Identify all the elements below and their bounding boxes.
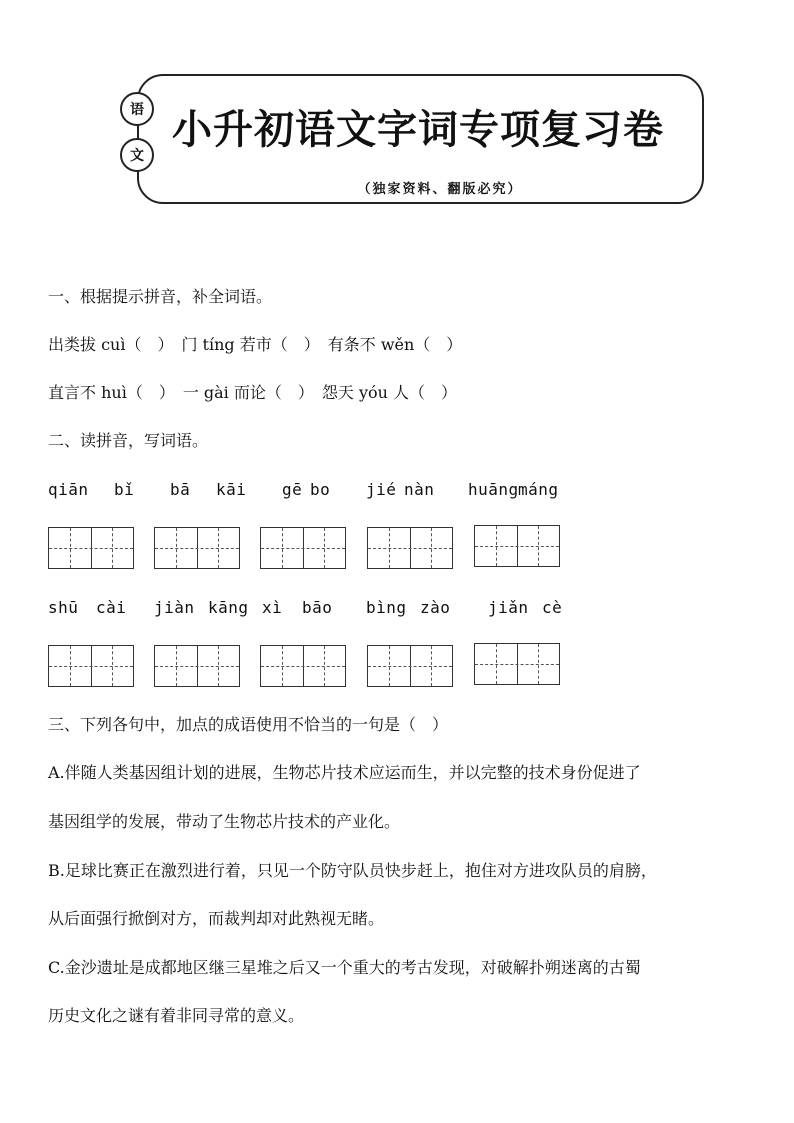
writing-box[interactable] [367,527,453,569]
pinyin-syllable: xì [262,598,283,617]
badge-text: 语 [130,102,144,118]
pinyin-syllable: bo [310,480,331,499]
badge-text: 文 [130,148,144,164]
section1-heading: 一、根据提示拼音，补全词语。 [48,287,273,306]
pinyin-syllable: nàn [404,480,435,499]
pinyin-syllable: kāng [208,598,249,617]
pinyin-syllable: bāo [302,598,333,617]
pinyin-syllable: jiǎn [488,598,529,617]
subject-badge-top [120,92,154,126]
pinyin-syllable: bā [170,480,191,499]
pinyin-syllable: qiān [48,480,89,499]
option-c-line-2: 历史文化之谜有着非同寻常的意义。 [48,1006,305,1025]
option-a-line-1: A.伴随人类基因组计划的进展，生物芯片技术应运而生，并以完整的技术身份促进了 [48,763,641,782]
pinyin-syllable: jié [366,480,397,499]
page-subtitle: （独家资料、翻版必究） [357,182,523,197]
writing-box[interactable] [48,645,134,687]
section3-heading: 三、下列各句中，加点的成语使用不恰当的一句是（ ） [48,715,449,734]
option-b-line-2: 从后面强行掀倒对方，而裁判却对此熟视无睹。 [48,909,385,928]
pinyin-syllable: kāi [216,480,247,499]
pinyin-row-2 [48,598,568,620]
pinyin-syllable: gē [282,480,303,499]
writing-box[interactable] [154,527,240,569]
pinyin-syllable: cè [542,598,563,617]
option-b-line-1: B.足球比赛正在激烈进行着，只见一个防守队员快步赶上，抱住对方进攻队员的肩膀， [48,861,657,880]
writing-box[interactable] [154,645,240,687]
pinyin-syllable: huāng [468,480,519,499]
pinyin-syllable: máng [518,480,559,499]
pinyin-syllable: zào [420,598,451,617]
subject-badge-bottom [120,138,154,172]
writing-box-row-2 [48,645,568,689]
writing-box[interactable] [367,645,453,687]
pinyin-row-1 [48,480,568,502]
writing-box[interactable] [48,527,134,569]
pinyin-syllable: bǐ [114,480,135,499]
option-c-line-1: C.金沙遗址是成都地区继三星堆之后又一个重大的考古发现，对破解扑朔迷离的古蜀 [48,958,641,977]
section1-line-2: 直言不 huì（ ） 一 gài 而论（ ） 怨天 yóu 人（ ） [48,383,458,402]
pinyin-syllable: jiàn [154,598,195,617]
writing-box[interactable] [474,525,560,567]
writing-box[interactable] [260,527,346,569]
section2-heading: 二、读拼音，写词语。 [48,431,209,450]
writing-box[interactable] [260,645,346,687]
pinyin-syllable: bìng [366,598,407,617]
writing-box-row-1 [48,527,568,571]
section1-line-1: 出类拔 cuì（ ） 门 tíng 若市（ ） 有条不 wěn（ ） [48,335,463,354]
pinyin-syllable: cài [96,598,127,617]
page-title: 小升初语文字词专项复习卷 [172,107,664,153]
writing-box[interactable] [474,643,560,685]
pinyin-syllable: shū [48,598,79,617]
option-a-line-2: 基因组学的发展，带动了生物芯片技术的产业化。 [48,812,401,831]
